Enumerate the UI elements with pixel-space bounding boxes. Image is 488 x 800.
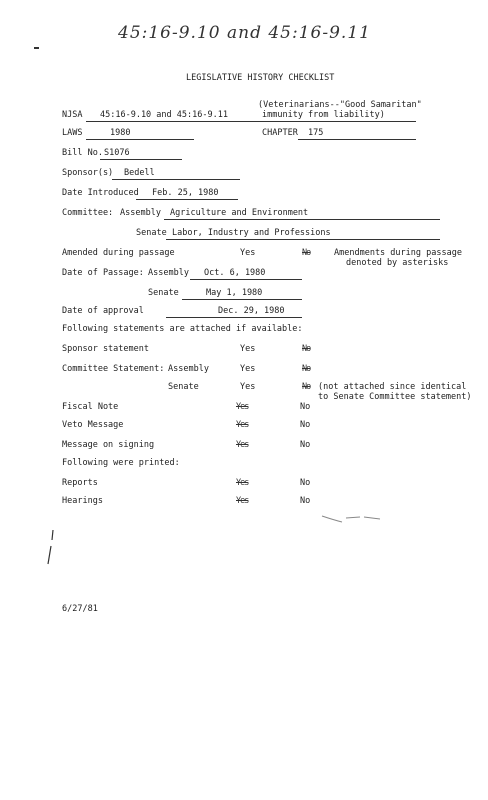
date-introduced-value: Feb. 25, 1980 <box>152 188 219 198</box>
committee-statement-senate-yes: Yes <box>240 382 256 392</box>
committee-statement-senate-note-line1: (not attached since identical <box>318 382 467 392</box>
njsa-label: NJSA <box>62 110 83 120</box>
committee-label: Committee: <box>62 208 114 218</box>
hearings-yes-struck: Yes <box>236 496 249 506</box>
committee-assembly-label: Assembly <box>120 208 161 218</box>
date-of-approval-value: Dec. 29, 1980 <box>218 306 285 316</box>
footer-date: 6/27/81 <box>62 604 98 614</box>
sponsor-statement-label: Sponsor statement <box>62 344 149 354</box>
margin-pen-mark <box>44 528 58 568</box>
committee-statement-senate-note-line2: to Senate Committee statement) <box>318 392 472 402</box>
passage-assembly-label: Assembly <box>148 268 189 278</box>
page-title: LEGISLATIVE HISTORY CHECKLIST <box>186 73 335 83</box>
committee-statement-label: Committee Statement: <box>62 364 165 374</box>
njsa-underline <box>86 121 254 122</box>
date-introduced-label: Date Introduced <box>62 188 139 198</box>
bill-value: S1076 <box>104 148 130 158</box>
committee-statement-assembly-label: Assembly <box>168 364 209 374</box>
reports-no: No <box>300 478 311 488</box>
following-printed-heading: Following were printed: <box>62 458 180 468</box>
date-of-approval-label: Date of approval <box>62 306 144 316</box>
sponsor-statement-no-struck: No <box>302 344 311 354</box>
passage-assembly-value: Oct. 6, 1980 <box>204 268 266 278</box>
chapter-value: 175 <box>308 128 324 138</box>
chapter-underline <box>298 139 416 140</box>
committee-statement-senate-no-struck: No <box>302 382 311 392</box>
laws-label: LAWS <box>62 128 83 138</box>
committee-assembly-underline <box>164 219 440 220</box>
laws-value: 1980 <box>110 128 131 138</box>
committee-statement-senate-label: Senate <box>168 382 199 392</box>
committee-senate-underline <box>166 239 440 240</box>
sponsor-underline <box>112 179 240 180</box>
njsa-value: 45:16-9.10 and 45:16-9.11 <box>100 110 228 120</box>
committee-assembly-value: Agriculture and Environment <box>170 208 309 218</box>
njsa-note-underline <box>254 121 416 122</box>
following-attached-heading: Following statements are attached if available: <box>62 324 303 334</box>
hearings-no: No <box>300 496 311 506</box>
reports-yes-struck: Yes <box>236 478 249 488</box>
veto-message-yes-struck: Yes <box>236 420 249 430</box>
committee-statement-assembly-yes: Yes <box>240 364 256 374</box>
bill-underline <box>100 159 182 160</box>
message-signing-label: Message on signing <box>62 440 155 450</box>
passage-senate-value: May 1, 1980 <box>206 288 263 298</box>
stray-scribble <box>320 508 390 528</box>
sponsor-statement-yes: Yes <box>240 344 256 354</box>
date-of-passage-label: Date of Passage: <box>62 268 144 278</box>
handwritten-statute-reference: 45:16-9.10 and 45:16-9.11 <box>118 23 371 43</box>
message-signing-yes-struck: Yes <box>236 440 249 450</box>
passage-senate-underline <box>182 299 302 300</box>
njsa-note-line1: (Veterinarians--"Good Samaritan" <box>258 100 422 110</box>
fiscal-note-no: No <box>300 402 311 412</box>
laws-underline <box>86 139 194 140</box>
sponsor-label: Sponsor(s) <box>62 168 114 178</box>
amended-no-struck: No <box>302 248 311 258</box>
chapter-label: CHAPTER <box>262 128 298 138</box>
reports-label: Reports <box>62 478 98 488</box>
date-introduced-underline <box>136 199 238 200</box>
message-signing-no: No <box>300 440 311 450</box>
stray-mark <box>34 47 39 49</box>
veto-message-label: Veto Message <box>62 420 124 430</box>
passage-senate-label: Senate <box>148 288 179 298</box>
amended-note-line1: Amendments during passage <box>334 248 462 258</box>
bill-label: Bill No. <box>62 148 103 158</box>
committee-senate-value: Labor, Industry and Professions <box>172 228 331 238</box>
committee-statement-assembly-no-struck: No <box>302 364 311 374</box>
sponsor-value: Bedell <box>124 168 155 178</box>
amended-yes: Yes <box>240 248 256 258</box>
veto-message-no: No <box>300 420 311 430</box>
fiscal-note-yes-struck: Yes <box>236 402 249 412</box>
committee-senate-label: Senate <box>136 228 167 238</box>
passage-assembly-underline <box>190 279 302 280</box>
date-of-approval-underline <box>166 317 302 318</box>
hearings-label: Hearings <box>62 496 103 506</box>
amended-label: Amended during passage <box>62 248 175 258</box>
amended-note-line2: denoted by asterisks <box>346 258 449 268</box>
fiscal-note-label: Fiscal Note <box>62 402 119 412</box>
njsa-note-line2: immunity from liability) <box>262 110 385 120</box>
